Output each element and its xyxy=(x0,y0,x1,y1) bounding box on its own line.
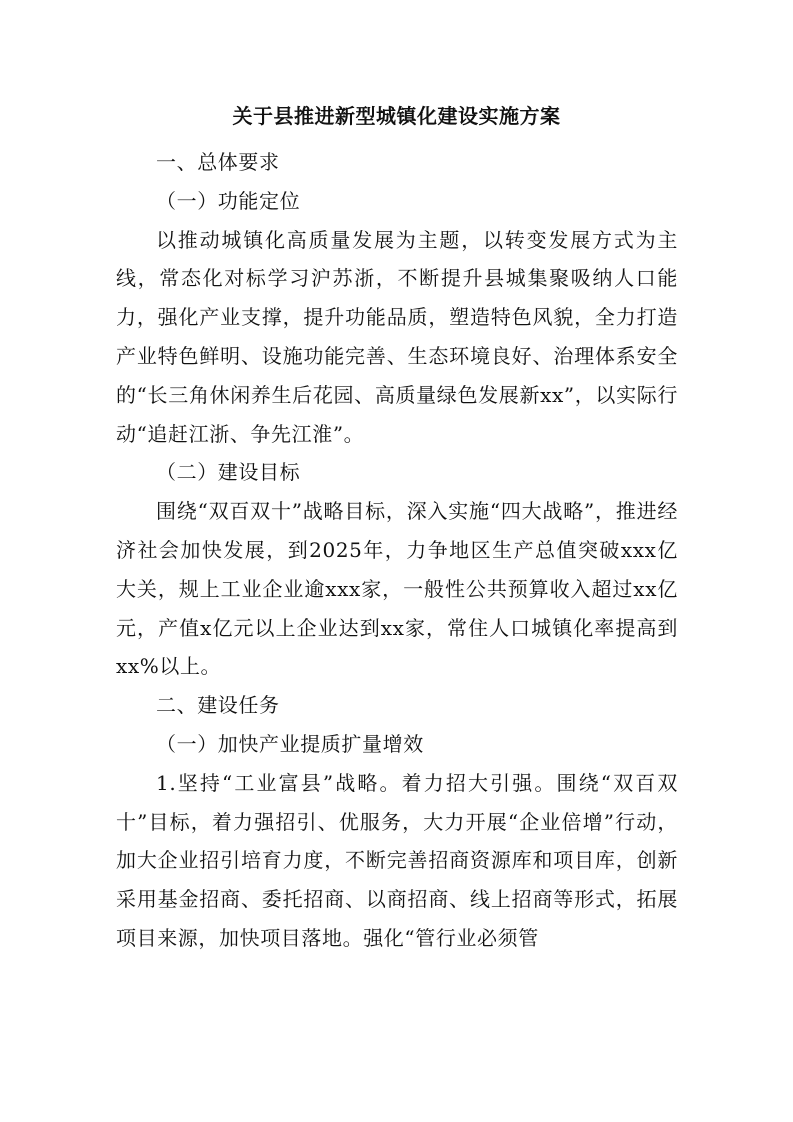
section-heading: 一、总体要求 xyxy=(156,150,280,174)
section-heading: 二、建设任务 xyxy=(156,693,280,718)
subsection-heading: （二）建设目标 xyxy=(156,460,301,485)
subsection-heading: （一）功能定位 xyxy=(156,188,301,213)
paragraph: 围绕“双百双十”战略目标，深入实施“四大战略”，推进经济社会加快发展，到2025年，力争地区生产总值突破xxx亿大关，规上工业企业逾xxx家，一般性公共预算收入超过xx亿元，产值x亿元以上企业达到xx家，常住人口城镇化率提高到xx%以上。 xyxy=(116,499,678,679)
subsection-heading: （一）加快产业提质扩量增效 xyxy=(156,731,424,756)
paragraph: 1.坚持“工业富县”战略。着力招大引强。围绕“双百双十”目标，着力强招引、优服务，大力开展“企业倍增”行动，加大企业招引培育力度，不断完善招商资源库和项目库，创新采用基金招商、委托招商、以商招商、线上招商等形式，拓展项目来源，加快项目落地。强化“管行业必须管 xyxy=(116,770,678,950)
document-body xyxy=(116,143,678,958)
document-title: 关于县推进新型城镇化建设实施方案 xyxy=(232,104,561,128)
paragraph: 以推动城镇化高质量发展为主题，以转变发展方式为主线，常态化对标学习沪苏浙，不断提升县城集聚吸纳人口能力，强化产业支撑，提升功能品质，塑造特色风貌，全力打造产业特色鲜明、设施功能完善、生态环境良好、治理体系安全的“长三角休闲养生后花园、高质量绿色发展新xx”，以实际行动“追赶江浙、争先江淮”。 xyxy=(116,227,678,446)
